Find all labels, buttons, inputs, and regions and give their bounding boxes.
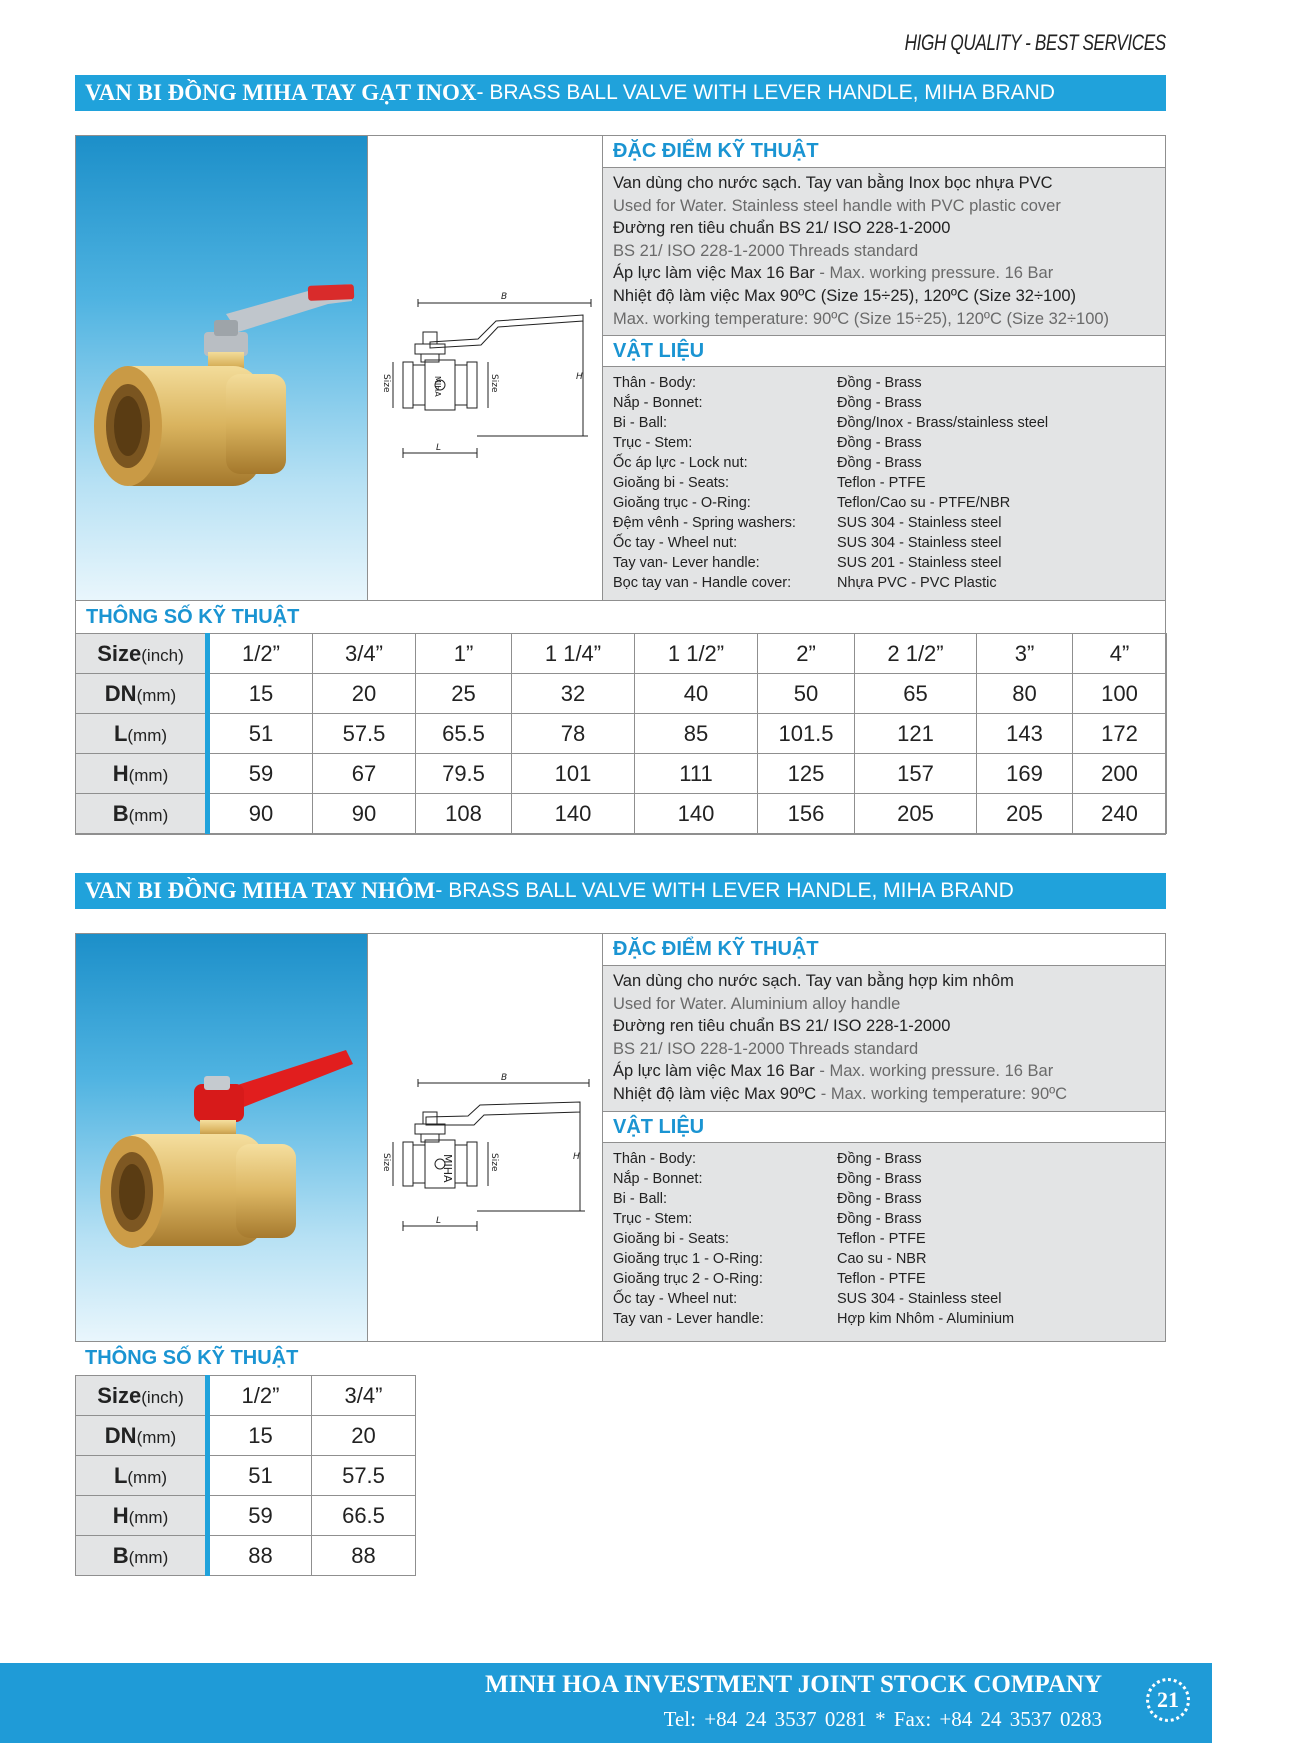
table-cell: 4” bbox=[1073, 634, 1167, 674]
table-cell: 3/4” bbox=[313, 634, 416, 674]
table-row bbox=[76, 794, 1167, 834]
table-cell: 121 bbox=[855, 714, 977, 754]
table-cell: 88 bbox=[312, 1536, 416, 1576]
material-part: Ốc tay - Wheel nut: bbox=[613, 1291, 738, 1307]
table-cell: 205 bbox=[977, 794, 1073, 834]
table-cell: 57.5 bbox=[312, 1456, 416, 1496]
section2-spec-table bbox=[75, 1375, 416, 1576]
row-label-name: B bbox=[112, 1542, 129, 1568]
section1-material-heading: VẬT LIỆU bbox=[603, 336, 1165, 367]
table-cell: 101.5 bbox=[758, 714, 855, 754]
row-label-name: Size bbox=[97, 640, 142, 666]
section2-title-en: - BRASS BALL VALVE WITH LEVER HANDLE, MIHA BRAND bbox=[435, 879, 1014, 902]
material-part: Tay van - Lever handle: bbox=[613, 1311, 764, 1327]
drawing-h-label: H bbox=[576, 372, 583, 382]
row-label bbox=[76, 1376, 208, 1416]
material-value: Đồng - Brass bbox=[837, 375, 922, 391]
section2-banner bbox=[75, 873, 1166, 909]
row-label bbox=[76, 674, 208, 714]
material-part: Gioăng trục - O-Ring: bbox=[613, 495, 751, 511]
material-value: Hợp kim Nhôm - Aluminium bbox=[837, 1311, 1015, 1327]
row-label-unit: (mm) bbox=[128, 805, 169, 825]
table-cell: 85 bbox=[635, 714, 758, 754]
material-part: Tay van- Lever handle: bbox=[613, 555, 760, 571]
material-value: SUS 304 - Stainless steel bbox=[837, 1291, 1002, 1307]
table-cell: 51 bbox=[208, 1456, 312, 1496]
row-label-unit: (mm) bbox=[127, 725, 168, 745]
row-label bbox=[76, 1456, 208, 1496]
svg-text:B: B bbox=[501, 292, 508, 302]
footer bbox=[0, 1663, 1212, 1743]
row-label bbox=[76, 714, 208, 754]
page-number: 21 bbox=[1146, 1678, 1190, 1722]
row-label-name: B bbox=[112, 800, 129, 826]
material-value: Teflon/Cao su - PTFE/NBR bbox=[837, 495, 1011, 511]
spec-line: Van dùng cho nước sạch. Tay van bằng Inox bọc nhựa PVC bbox=[613, 174, 1053, 192]
section1-banner bbox=[75, 75, 1166, 111]
table-cell: 143 bbox=[977, 714, 1073, 754]
row-label-name: L bbox=[113, 1462, 128, 1488]
row-label-name: DN bbox=[104, 1422, 137, 1448]
table-row bbox=[76, 1496, 416, 1536]
drawing-size-label-left: Size bbox=[381, 1153, 391, 1172]
section1-block bbox=[75, 135, 1166, 835]
section2-product-photo bbox=[76, 934, 368, 1341]
table-cell: 15 bbox=[208, 1416, 312, 1456]
material-part: Bi - Ball: bbox=[613, 1191, 667, 1207]
spec-line: Nhiệt độ làm việc Max 90ºC - Max. working temperature: 90ºC bbox=[613, 1084, 1068, 1103]
row-label-name: H bbox=[112, 760, 129, 786]
table-cell: 3” bbox=[977, 634, 1073, 674]
drawing-size-label-right: Size bbox=[489, 374, 499, 393]
material-value: Đồng - Brass bbox=[837, 395, 922, 411]
material-part: Nắp - Bonnet: bbox=[613, 395, 703, 411]
table-cell: 172 bbox=[1073, 714, 1167, 754]
material-value: Đồng - Brass bbox=[837, 1211, 922, 1227]
material-value: SUS 304 - Stainless steel bbox=[837, 535, 1002, 551]
material-value: SUS 201 - Stainless steel bbox=[837, 555, 1002, 571]
section1-spec-lines bbox=[603, 168, 1165, 336]
material-value: Đồng - Brass bbox=[837, 1151, 922, 1167]
section2-material-list bbox=[603, 1143, 1165, 1341]
material-row bbox=[613, 1189, 1155, 1209]
table-cell: 25 bbox=[416, 674, 512, 714]
spec-line: Van dùng cho nước sạch. Tay van bằng hợp kim nhôm bbox=[613, 972, 1014, 990]
table-cell: 169 bbox=[977, 754, 1073, 794]
material-row bbox=[613, 1149, 1155, 1169]
table-cell: 156 bbox=[758, 794, 855, 834]
dimension-drawing-icon bbox=[368, 136, 602, 600]
material-row bbox=[613, 373, 1155, 393]
material-part: Gioăng bi - Seats: bbox=[613, 475, 730, 491]
spec-line: Used for Water. Aluminium alloy handle bbox=[613, 994, 901, 1013]
section2-spec-lines bbox=[603, 966, 1165, 1112]
row-label-name: H bbox=[112, 1502, 129, 1528]
table-row bbox=[76, 674, 1167, 714]
material-row bbox=[613, 473, 1155, 493]
row-label-unit: (mm) bbox=[128, 1547, 169, 1567]
spec-line: Đường ren tiêu chuẩn BS 21/ ISO 228-1-2000 bbox=[613, 219, 951, 238]
material-value: SUS 304 - Stainless steel bbox=[837, 515, 1002, 531]
material-part: Ốc tay - Wheel nut: bbox=[613, 535, 738, 551]
row-label bbox=[76, 1496, 208, 1536]
spec-line: Max. working temperature: 90ºC (Size 15÷25), 120ºC (Size 32÷100) bbox=[613, 309, 1110, 328]
row-label-unit: (mm) bbox=[136, 1427, 177, 1447]
table-cell: 51 bbox=[208, 714, 313, 754]
material-part: Ốc áp lực - Lock nut: bbox=[613, 455, 748, 471]
material-value: Teflon - PTFE bbox=[837, 1231, 926, 1247]
table-cell: 111 bbox=[635, 754, 758, 794]
spec-line: BS 21/ ISO 228-1-2000 Threads standard bbox=[613, 1039, 919, 1058]
section1-product-photo bbox=[76, 136, 368, 600]
spec-line: Used for Water. Stainless steel handle with PVC plastic cover bbox=[613, 196, 1061, 215]
material-part: Gioăng trục 1 - O-Ring: bbox=[613, 1251, 763, 1267]
section1-spec-heading: ĐẶC ĐIỂM KỸ THUẬT bbox=[603, 136, 1165, 168]
row-label-name: Size bbox=[97, 1382, 142, 1408]
material-row bbox=[613, 513, 1155, 533]
material-row bbox=[613, 493, 1155, 513]
spec-line: Nhiệt độ làm việc Max 90ºC (Size 15÷25), 120ºC (Size 32÷100) bbox=[613, 286, 1077, 305]
table-row bbox=[76, 1456, 416, 1496]
material-part: Trục - Stem: bbox=[613, 435, 693, 451]
section1-title-vn: VAN BI ĐỒNG MIHA TAY GẠT INOX bbox=[85, 80, 477, 105]
table-cell: 100 bbox=[1073, 674, 1167, 714]
brass-valve-red-handle-photo-icon bbox=[76, 934, 367, 1341]
section1-params-heading: THÔNG SỐ KỸ THUẬT bbox=[76, 600, 1165, 633]
material-part: Trục - Stem: bbox=[613, 1211, 693, 1227]
table-cell: 40 bbox=[635, 674, 758, 714]
table-cell: 140 bbox=[512, 794, 635, 834]
row-label bbox=[76, 794, 208, 834]
drawing-h-label: H bbox=[573, 1152, 580, 1162]
row-label-unit: (mm) bbox=[128, 765, 169, 785]
material-part: Gioăng bi - Seats: bbox=[613, 1231, 730, 1247]
spec-line: Áp lực làm việc Max 16 Bar - Max. working pressure. 16 Bar bbox=[613, 1062, 1054, 1081]
drawing-brand-label: MIHA bbox=[433, 376, 442, 397]
row-label-name: L bbox=[113, 720, 128, 746]
drawing-b-label: B bbox=[501, 1073, 508, 1083]
row-label-unit: (inch) bbox=[141, 1387, 184, 1407]
material-part: Đệm vênh - Spring washers: bbox=[613, 515, 796, 531]
material-value: Đồng/Inox - Brass/stainless steel bbox=[837, 415, 1049, 431]
table-cell: 67 bbox=[313, 754, 416, 794]
material-part: Nắp - Bonnet: bbox=[613, 1171, 703, 1187]
company-name: MINH HOA INVESTMENT JOINT STOCK COMPANY bbox=[485, 1671, 1102, 1698]
section2-technical-drawing bbox=[368, 934, 603, 1341]
material-row bbox=[613, 573, 1155, 593]
row-label-unit: (inch) bbox=[141, 645, 184, 665]
section1-technical-drawing bbox=[368, 136, 603, 600]
material-part: Bọc tay van - Handle cover: bbox=[613, 575, 792, 591]
table-cell: 80 bbox=[977, 674, 1073, 714]
section1-spec-panel bbox=[603, 136, 1165, 600]
brass-valve-photo-icon bbox=[76, 136, 367, 600]
section2-params-heading: THÔNG SỐ KỸ THUẬT bbox=[85, 1347, 299, 1369]
material-row bbox=[613, 1269, 1155, 1289]
table-cell: 1/2” bbox=[208, 634, 313, 674]
table-cell: 20 bbox=[313, 674, 416, 714]
table-cell: 205 bbox=[855, 794, 977, 834]
table-row bbox=[76, 634, 1167, 674]
table-row bbox=[76, 1416, 416, 1456]
material-row bbox=[613, 1289, 1155, 1309]
material-value: Nhựa PVC - PVC Plastic bbox=[837, 575, 997, 591]
drawing-size-label-left: Size bbox=[381, 374, 391, 393]
contact-line: Tel: +84 24 3537 0281 * Fax: +84 24 3537 0283 bbox=[663, 1707, 1102, 1731]
material-value: Đồng - Brass bbox=[837, 435, 922, 451]
table-cell: 101 bbox=[512, 754, 635, 794]
row-label-unit: (mm) bbox=[136, 685, 177, 705]
drawing-l-label: L bbox=[436, 443, 442, 453]
table-cell: 78 bbox=[512, 714, 635, 754]
row-label bbox=[76, 754, 208, 794]
section2-spec-panel bbox=[603, 934, 1165, 1341]
material-part: Thân - Body: bbox=[613, 1151, 697, 1167]
table-cell: 88 bbox=[208, 1536, 312, 1576]
drawing-size-label-right: Size bbox=[489, 1153, 499, 1172]
material-value: Cao su - NBR bbox=[837, 1251, 927, 1267]
material-value: Teflon - PTFE bbox=[837, 1271, 926, 1287]
table-cell: 108 bbox=[416, 794, 512, 834]
material-row bbox=[613, 1229, 1155, 1249]
row-label bbox=[76, 634, 208, 674]
row-label-name: DN bbox=[104, 680, 137, 706]
material-value: Đồng - Brass bbox=[837, 1171, 922, 1187]
table-cell: 57.5 bbox=[313, 714, 416, 754]
section1-spec-table bbox=[75, 633, 1167, 834]
table-cell: 240 bbox=[1073, 794, 1167, 834]
row-label-unit: (mm) bbox=[127, 1467, 168, 1487]
section2-block bbox=[75, 933, 1166, 1342]
material-part: Thân - Body: bbox=[613, 375, 697, 391]
table-cell: 90 bbox=[208, 794, 313, 834]
table-row bbox=[76, 754, 1167, 794]
section2-title-vn: VAN BI ĐỒNG MIHA TAY NHÔM bbox=[85, 878, 436, 903]
section2-material-heading: VẬT LIỆU bbox=[603, 1112, 1165, 1143]
spec-line: Đường ren tiêu chuẩn BS 21/ ISO 228-1-2000 bbox=[613, 1017, 951, 1036]
row-label bbox=[76, 1536, 208, 1576]
table-row bbox=[76, 1376, 416, 1416]
table-cell: 157 bbox=[855, 754, 977, 794]
material-row bbox=[613, 1169, 1155, 1189]
table-cell: 1” bbox=[416, 634, 512, 674]
material-row bbox=[613, 413, 1155, 433]
section1-material-list bbox=[603, 367, 1165, 600]
material-row bbox=[613, 1209, 1155, 1229]
table-cell: 79.5 bbox=[416, 754, 512, 794]
table-cell: 66.5 bbox=[312, 1496, 416, 1536]
table-cell: 32 bbox=[512, 674, 635, 714]
spec-line: BS 21/ ISO 228-1-2000 Threads standard bbox=[613, 241, 919, 260]
table-cell: 90 bbox=[313, 794, 416, 834]
material-value: Teflon - PTFE bbox=[837, 475, 926, 491]
row-label bbox=[76, 1416, 208, 1456]
material-value: Đồng - Brass bbox=[837, 455, 922, 471]
material-row bbox=[613, 433, 1155, 453]
row-label-unit: (mm) bbox=[128, 1507, 169, 1527]
table-cell: 140 bbox=[635, 794, 758, 834]
table-cell: 1 1/4” bbox=[512, 634, 635, 674]
material-row bbox=[613, 1249, 1155, 1269]
section2-spec-heading: ĐẶC ĐIỂM KỸ THUẬT bbox=[603, 934, 1165, 966]
table-cell: 1/2” bbox=[208, 1376, 312, 1416]
table-row bbox=[76, 1536, 416, 1576]
material-value: Đồng - Brass bbox=[837, 1191, 922, 1207]
table-cell: 65.5 bbox=[416, 714, 512, 754]
table-cell: 125 bbox=[758, 754, 855, 794]
table-cell: 59 bbox=[208, 1496, 312, 1536]
table-cell: 2” bbox=[758, 634, 855, 674]
drawing-l-label: L bbox=[436, 1216, 442, 1226]
table-row bbox=[76, 714, 1167, 754]
table-cell: 1 1/2” bbox=[635, 634, 758, 674]
table-cell: 59 bbox=[208, 754, 313, 794]
material-row bbox=[613, 1309, 1155, 1329]
material-row bbox=[613, 393, 1155, 413]
table-cell: 200 bbox=[1073, 754, 1167, 794]
table-cell: 65 bbox=[855, 674, 977, 714]
table-cell: 50 bbox=[758, 674, 855, 714]
tagline: HIGH QUALITY - BEST SERVICES bbox=[904, 30, 1166, 55]
material-row bbox=[613, 453, 1155, 473]
material-part: Gioăng trục 2 - O-Ring: bbox=[613, 1271, 763, 1287]
material-row bbox=[613, 553, 1155, 573]
table-cell: 20 bbox=[312, 1416, 416, 1456]
spec-line: Áp lực làm việc Max 16 Bar - Max. working pressure. 16 Bar bbox=[613, 264, 1054, 283]
table-cell: 15 bbox=[208, 674, 313, 714]
section1-title-en: - BRASS BALL VALVE WITH LEVER HANDLE, MIHA BRAND bbox=[476, 81, 1055, 104]
material-part: Bi - Ball: bbox=[613, 415, 667, 431]
material-row bbox=[613, 533, 1155, 553]
table-cell: 2 1/2” bbox=[855, 634, 977, 674]
drawing-brand-label: MIHA bbox=[441, 1154, 454, 1183]
dimension-drawing-icon bbox=[368, 934, 602, 1341]
table-cell: 3/4” bbox=[312, 1376, 416, 1416]
